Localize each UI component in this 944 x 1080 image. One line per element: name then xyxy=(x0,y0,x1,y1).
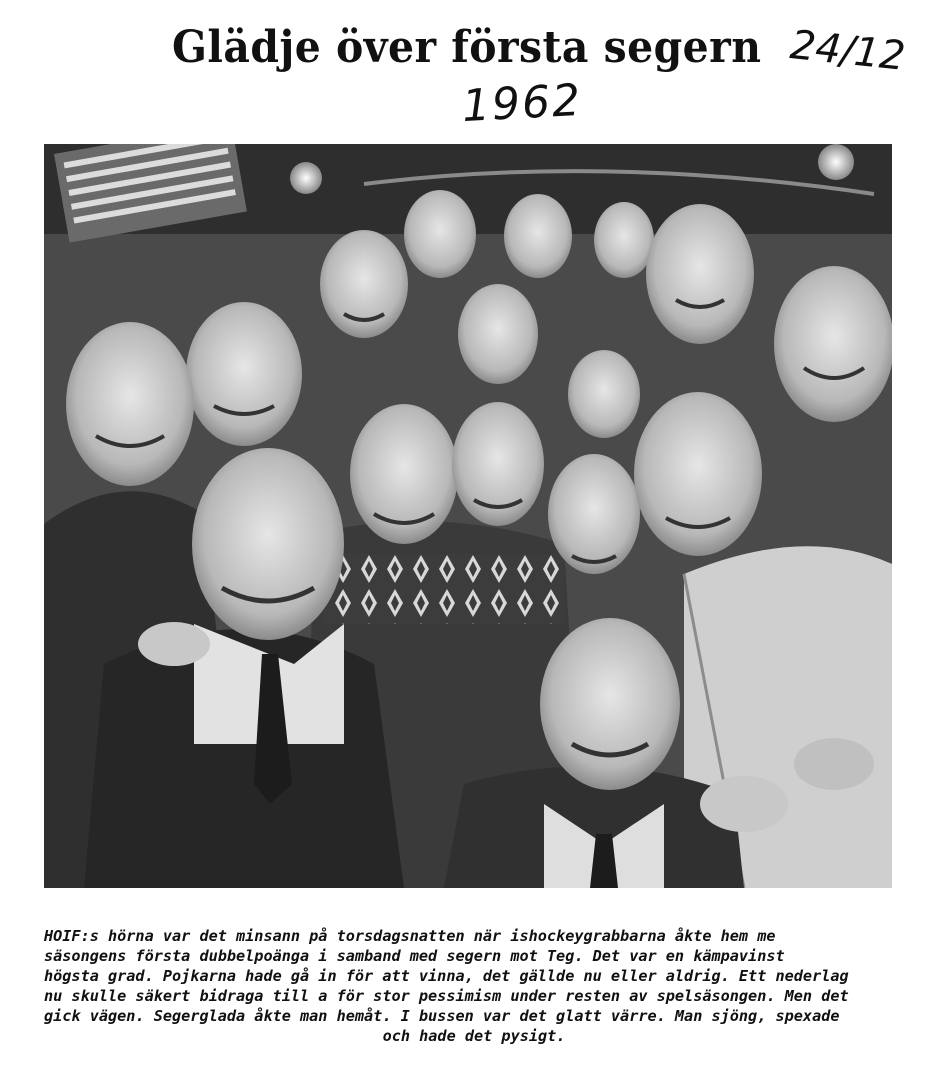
caption-line: och hade det pysigt. xyxy=(382,1027,566,1045)
handwritten-year: 1962 xyxy=(460,74,584,133)
team-photo xyxy=(44,144,892,888)
team-photo-icon xyxy=(44,144,892,888)
caption-line: säsongens första dubbelpoänga i samband med segern mot Teg. Det var en kämpavinst xyxy=(44,947,785,965)
caption-line: HOIF:s hörna var det minsann på torsdagsnatten när ishockeygrabbarna åkte hem me xyxy=(44,927,776,945)
photo-caption xyxy=(44,926,904,1046)
caption-line: nu skulle säkert bidraga till a för stor pessimism under resten av spelsäsongen. Men det xyxy=(44,987,849,1005)
article-headline: Glädje över första segern xyxy=(172,22,762,73)
caption-line: högsta grad. Pojkarna hade gå in för att vinna, det gällde nu eller aldrig. Ett nederlag xyxy=(44,967,849,985)
handwritten-date: 24/12 xyxy=(787,22,908,80)
caption-line: gick vägen. Segerglada åkte man hemåt. I bussen var det glatt värre. Man sjöng, spexade xyxy=(44,1007,840,1025)
